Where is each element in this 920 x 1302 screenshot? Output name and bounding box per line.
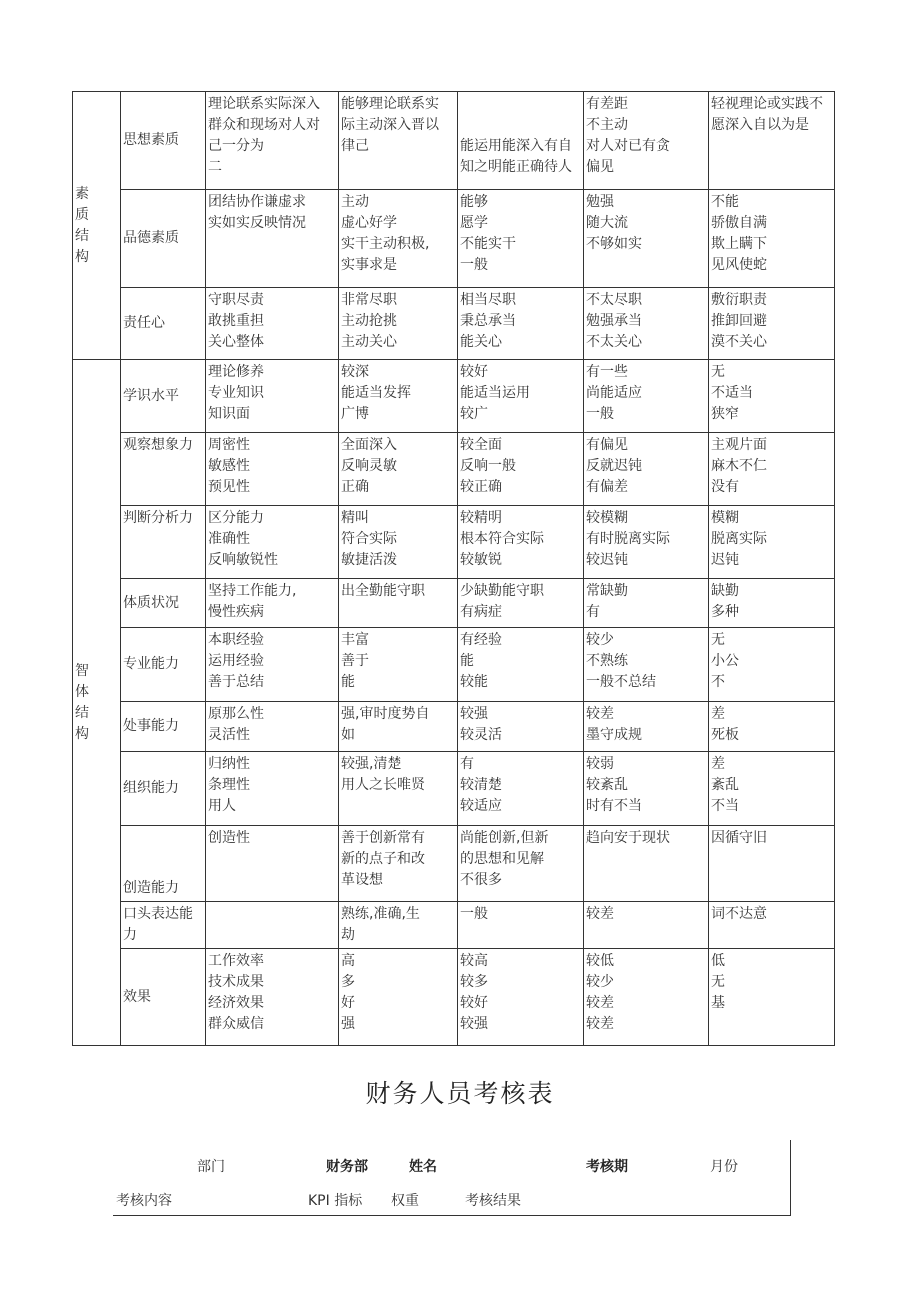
cell-line: 主观片面 [711,437,767,453]
criteria-cell [339,628,458,702]
cell-line: 较模糊 [586,510,628,526]
cell-line: 较差 [586,995,614,1011]
cell-line: 区分能力 [208,510,264,526]
cell-line: 条理性 [208,777,250,793]
criteria-cell [458,628,584,702]
criteria-cell [709,902,835,949]
criteria-cell [339,902,458,949]
criteria-cell [206,506,339,579]
cell-line: 较广 [460,406,488,422]
criteria-cell [206,360,339,433]
criteria-cell [584,826,709,902]
category-cell: 创造能力 [121,826,206,902]
category-cell: 观察想象力 [121,433,206,506]
cell-line: 较迟钝 [586,552,628,568]
table-row [73,360,835,433]
cell-line: 偏见 [586,159,614,175]
cell-line: 的思想和见解 [460,851,544,867]
result-label: 考核结果 [465,1193,521,1209]
cell-line: 群众和现场对人对 [208,117,320,133]
cell-line: 轻视理论或实践不 [711,96,823,112]
cell-line: 词不达意 [711,906,767,922]
table-row [73,506,835,579]
criteria-cell [584,288,709,360]
criteria-cell [206,949,339,1046]
cell-line: 较多 [460,974,488,990]
cell-line: 如 [341,727,355,743]
cell-line: 不够如实 [586,236,642,252]
cell-line: 实干主动积极, [341,236,430,252]
weight-label: 权重 [391,1193,419,1209]
table-row [73,92,835,190]
group-intellect-structure [73,360,121,1046]
cell-line: 较少 [586,632,614,648]
dept-value: 财务部 [326,1159,368,1175]
cell-line: 原那么性 [208,706,264,722]
cell-line: 反响一般 [460,458,516,474]
cell-line: 趋向安于现状 [586,830,670,846]
cell-line: 不主动 [586,117,628,133]
cell-line: 狭窄 [711,406,739,422]
cell-line: 正确 [341,479,369,495]
cell-line: 一般不总结 [586,674,656,690]
cell-line: 专业知识 [208,385,264,401]
criteria-cell [458,902,584,949]
table-row [73,628,835,702]
table-row [73,433,835,506]
cell-line: 见风使蛇 [711,257,767,273]
cell-line: 慢性疾病 [208,604,264,620]
cell-line: 工作效率 [208,953,264,969]
criteria-cell [709,288,835,360]
cell-line: 有偏差 [586,479,628,495]
cell-line: 差 [711,756,725,772]
criteria-cell [206,628,339,702]
cell-line: 不太关心 [586,334,642,350]
criteria-cell [709,92,835,190]
cell-line: 愿学 [460,215,488,231]
cell-line: 多种 [711,604,739,620]
category-cell: 效果 [121,949,206,1046]
criteria-cell [339,506,458,579]
cell-line: 团结协作谦虚求 [208,194,306,210]
cell-line: 较差 [586,1016,614,1032]
form-border-bottom [113,1215,791,1216]
cell-line: 不适当 [711,385,753,401]
cell-line: 能够理论联系实 [341,96,439,112]
criteria-cell [584,506,709,579]
cell-line: 脱离实际 [711,531,767,547]
cell-line: 模糊 [711,510,739,526]
cell-line: 漠不关心 [711,334,767,350]
cell-line: 不太尽职 [586,292,642,308]
category-cell: 处事能力 [121,702,206,752]
criteria-cell [709,360,835,433]
cell-line: 反响敏锐性 [208,552,278,568]
criteria-cell [709,628,835,702]
cell-line: 较灵活 [460,727,502,743]
cell-line: 死板 [711,727,739,743]
cell-line: 能适当发挥 [341,385,411,401]
criteria-cell [206,190,339,288]
cell-line: 愿深入自以为是 [711,117,809,133]
table-row [73,288,835,360]
cell-line: 有一些 [586,364,628,380]
category-cell: 判断分析力 [121,506,206,579]
cell-line: 强,审时度势自 [341,706,430,722]
cell-line: 群众威信 [208,1016,264,1032]
criteria-cell [584,902,709,949]
cell-line: 全面深入 [341,437,397,453]
cell-line: 较少 [586,974,614,990]
cell-line: 运用经验 [208,653,264,669]
month-label: 月份 [710,1159,738,1175]
kpi-label: KPI 指标 [308,1193,363,1209]
category-cell: 品德素质 [121,190,206,288]
criteria-cell [584,628,709,702]
cell-line: 一般 [460,906,488,922]
cell-line: 不 [711,674,725,690]
cell-line: 经济效果 [208,995,264,1011]
cell-line: 用人 [208,798,236,814]
cell-line: 能运用能深入有自 [460,138,572,154]
cell-line: 对人对已有贪 [586,138,670,154]
cell-line: 敏捷活泼 [341,552,397,568]
criteria-cell [339,702,458,752]
cell-line: 秉总承当 [460,313,516,329]
cell-line: 较敏锐 [460,552,502,568]
cell-line: 新的点子和改 [341,851,425,867]
criteria-cell [339,288,458,360]
criteria-cell [339,752,458,826]
name-label: 姓名 [409,1159,437,1175]
criteria-cell [584,949,709,1046]
cell-line: 缺勤 [711,583,739,599]
cell-line: 实事求是 [341,257,397,273]
cell-line: 迟钝 [711,552,739,568]
cell-line: 较强,清楚 [341,756,402,772]
criteria-cell [339,826,458,902]
cell-line: 有偏见 [586,437,628,453]
table-row [73,902,835,949]
criteria-cell [206,752,339,826]
cell-line: 灵活性 [208,727,250,743]
criteria-cell [584,433,709,506]
cell-line: 较全面 [460,437,502,453]
cell-line: 没有 [711,479,739,495]
cell-line: 较适应 [460,798,502,814]
table-row [73,826,835,902]
cell-line: 多 [341,974,355,990]
cell-line: 紊乱 [711,777,739,793]
cell-line: 理论修养 [208,364,264,380]
cell-line: 周密性 [208,437,250,453]
cell-line: 不当 [711,798,739,814]
category-cell: 专业能力 [121,628,206,702]
criteria-cell [458,506,584,579]
cell-line: 知之明能正确待人 [460,159,572,175]
cell-line: 准确性 [208,531,250,547]
cell-line: 用人之长唯贤 [341,777,425,793]
criteria-cell [458,190,584,288]
cell-line: 尚能适应 [586,385,642,401]
table-row [73,579,835,628]
cell-line: 主动 [341,194,369,210]
table-row [73,190,835,288]
cell-line: 有 [460,756,474,772]
table-row [73,702,835,752]
cell-line: 革设想 [341,872,383,888]
cell-line: 能 [341,674,355,690]
criteria-cell [458,949,584,1046]
cell-line: 际主动深入晋以 [341,117,439,133]
cell-line: 守职尽责 [208,292,264,308]
cell-line: 一般 [586,406,614,422]
cell-line: 丰富 [341,632,369,648]
cell-line: 符合实际 [341,531,397,547]
cell-line: 较强 [460,706,488,722]
criteria-cell [339,433,458,506]
criteria-cell [206,902,339,949]
category-cell: 思想素质 [121,92,206,190]
cell-line: 不熟练 [586,653,628,669]
cell-line: 较差 [586,706,614,722]
cell-line: 相当尽职 [460,292,516,308]
criteria-cell [206,702,339,752]
criteria-cell [339,579,458,628]
cell-line: 精叫 [341,510,369,526]
cell-line [460,94,581,115]
assessment-form-header [113,1140,791,1216]
criteria-cell [709,702,835,752]
criteria-cell [458,433,584,506]
criteria-cell [339,360,458,433]
cell-line: 能 [460,653,474,669]
criteria-cell [339,190,458,288]
cell-line: 己一分为 [208,138,264,154]
cell-line: 根本符合实际 [460,531,544,547]
criteria-cell [584,752,709,826]
cell-line: 较深 [341,364,369,380]
cell-line: 无 [711,632,725,648]
cell-line: 知识面 [208,406,250,422]
cell-line: 非常尽职 [341,292,397,308]
cell-line: 小公 [711,653,739,669]
cell-line: 关心整体 [208,334,264,350]
cell-line: 墨守成规 [586,727,642,743]
cell-line: 有病症 [460,604,502,620]
cell-line: 反响灵敏 [341,458,397,474]
cell-line: 随大流 [586,215,628,231]
criteria-cell [206,579,339,628]
cell-line: 广博 [341,406,369,422]
cell-line: 较弱 [586,756,614,772]
cell-line: 坚持工作能力, [208,583,297,599]
cell-line: 因循守旧 [711,830,767,846]
cell-line: 高 [341,953,355,969]
category-cell: 口头表达能力 [121,902,206,949]
cell-line: 较清楚 [460,777,502,793]
criteria-cell [206,92,339,190]
cell-line: 虚心好学 [341,215,397,231]
cell-line: 较高 [460,953,488,969]
cell-line: 较好 [460,364,488,380]
criteria-cell [458,360,584,433]
cell-line: 敢挑重担 [208,313,264,329]
cell-line: 主动抢挑 [341,313,397,329]
cell-line: 有 [586,604,600,620]
criteria-cell [584,702,709,752]
criteria-cell [709,579,835,628]
criteria-cell [709,506,835,579]
cell-line: 主动关心 [341,334,397,350]
cell-line: 有差距 [586,96,628,112]
criteria-cell [458,92,584,190]
cell-line: 麻木不仁 [711,458,767,474]
criteria-cell [709,826,835,902]
category-cell: 责任心 [121,288,206,360]
criteria-cell [584,92,709,190]
cell-line: 创造性 [208,830,250,846]
criteria-cell [709,752,835,826]
cell-line: 欺上瞒下 [711,236,767,252]
criteria-cell [206,288,339,360]
cell-line: 基 [711,995,725,1011]
cell-line: 善于 [341,653,369,669]
form-border-right [790,1140,791,1216]
cell-line: 不能实干 [460,236,516,252]
dept-label: 部门 [197,1159,225,1175]
cell-line: 较能 [460,674,488,690]
category-cell: 组织能力 [121,752,206,826]
cell-line: 较差 [586,906,614,922]
cell-line [208,904,336,925]
table-row [73,752,835,826]
category-cell: 学识水平 [121,360,206,433]
period-label: 考核期 [586,1159,628,1175]
cell-line: 较精明 [460,510,502,526]
criteria-cell [458,752,584,826]
cell-line: 能够 [460,194,488,210]
evaluation-criteria-table [72,91,835,1046]
category-cell: 体质状况 [121,579,206,628]
criteria-cell [709,949,835,1046]
cell-line: 少缺勤能守职 [460,583,544,599]
criteria-cell [458,579,584,628]
cell-line: 劫 [341,927,355,943]
cell-line: 时有不当 [586,798,642,814]
criteria-cell [709,190,835,288]
group-quality-structure [73,92,121,360]
cell-line: 尚能创新,但新 [460,830,549,846]
cell-line: 较强 [460,1016,488,1032]
cell-line: 勉强承当 [586,313,642,329]
cell-line: 反就迟钝 [586,458,642,474]
cell-line: 一般 [460,257,488,273]
cell-line: 本职经验 [208,632,264,648]
cell-line: 有经验 [460,632,502,648]
cell-line: 不很多 [460,872,502,888]
criteria-cell [339,949,458,1046]
cell-line: 勉强 [586,194,614,210]
criteria-cell [584,579,709,628]
cell-line: 技术成果 [208,974,264,990]
cell-line: 能适当运用 [460,385,530,401]
cell-line: 律己 [341,138,369,154]
cell-line: 较正确 [460,479,502,495]
cell-line: 敏感性 [208,458,250,474]
cell-line: 理论联系实际深入 [208,96,320,112]
cell-line: 推卸回避 [711,313,767,329]
cell-line: 较紊乱 [586,777,628,793]
cell-line: 善于总结 [208,674,264,690]
cell-line: 强 [341,1016,355,1032]
group-label: 素质结构 [75,185,89,265]
criteria-cell [458,826,584,902]
cell-line: 无 [711,974,725,990]
cell-line: 二 [208,159,222,175]
cell-line: 差 [711,706,725,722]
content-label: 考核内容 [116,1193,172,1209]
cell-line: 敷衍职责 [711,292,767,308]
cell-line: 善于创新常有 [341,830,425,846]
criteria-cell [584,360,709,433]
criteria-cell [206,433,339,506]
criteria-cell [584,190,709,288]
page-title: 财务人员考核表 [365,1079,555,1108]
cell-line: 骄傲自满 [711,215,767,231]
cell-line: 好 [341,995,355,1011]
cell-line: 熟练,准确,生 [341,906,420,922]
cell-line: 有时脱离实际 [586,531,670,547]
criteria-cell [206,826,339,902]
cell-line: 较好 [460,995,488,1011]
cell-line: 较低 [586,953,614,969]
cell-line: 归纳性 [208,756,250,772]
cell-line: 实如实反映情况 [208,215,306,231]
table-row [73,949,835,1046]
criteria-cell [709,433,835,506]
cell-line: 能关心 [460,334,502,350]
criteria-cell [458,702,584,752]
cell-line [460,115,581,136]
criteria-cell [458,288,584,360]
cell-line: 低 [711,953,725,969]
cell-line: 常缺勤 [586,583,628,599]
cell-line: 出全勤能守职 [341,583,425,599]
cell-line: 不能 [711,194,739,210]
cell-line: 无 [711,364,725,380]
group-label: 智体结构 [75,662,89,742]
cell-line: 预见性 [208,479,250,495]
criteria-cell [339,92,458,190]
